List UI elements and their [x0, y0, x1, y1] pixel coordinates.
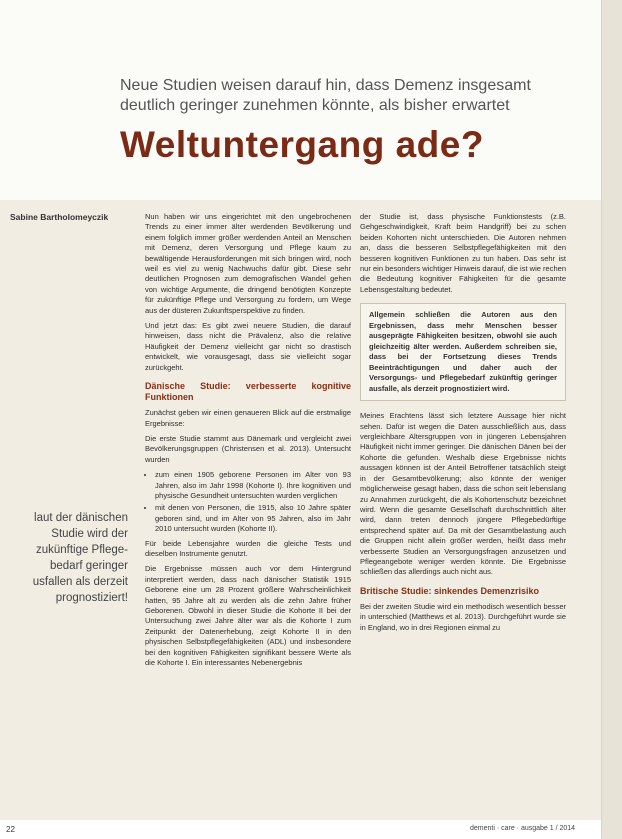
pull-quote-line: bedarf geringer [50, 560, 128, 572]
highlight-box: Allgemein schließen die Autoren aus den Ergebnissen, dass mehr Menschen besser ausgeprägte Fähigkeiten besitzen, obwohl sie auch gleichzeitig älter werden. Außerdem schreiben sie, dass bei der Fortsetzung dieses Trends Beeinträchtigungen und daher auch der Versorgungs- und Pflegebedarf zukünftig geringer ausfalle, als derzeit prognostiziert wird. [360, 303, 566, 401]
pull-quote-line: zukünftige Pflege- [35, 544, 128, 556]
pull-quote-line: Studie wird der [51, 528, 128, 540]
body-paragraph: Und jetzt das: Es gibt zwei neuere Studien, die darauf hinweisen, dass nicht die Prävalenz, also die relative Häufigkeit der Demenz vielleicht gar nicht so drastisch entwickelt, wie vorausgesagt, dass sie vielleicht sogar zurückgeht. [145, 321, 351, 372]
author-name: Sabine Bartholomeyczik [10, 212, 109, 222]
article-subtitle: Neue Studien weisen darauf hin, dass Demenz insgesamt deutlich geringer zunehmen könnte, als bisher erwartet [120, 77, 531, 114]
body-paragraph: Meines Erachtens lässt sich letztere Aussage hier nicht sehen. Dafür ist wegen die Daten ausschließlich aus, dass vergleichbare Altersgruppen von in jüngeren Lebensjahren Häufigkeit nicht immer geringer. Die dänischen Dänen bei der Kohorte die gefunden. Weshalb diese Ergebnisse nichts aussagen können ist der Anteil Betroffener tatsächlich steigt in der Gesamtbevölkerung; also könnte der weniger möglicherweise gesagt haben, dass die schon seit lebenslang zu Annahmen zurückgeht, die als Kohortenschutz bezeichnet wird. Wenn die gesamte Gesellschaft durchschnittlich älter wird, dann treten dennoch jüngere Pflegebedürftige entsprechend später auf. Da mit der Gesamtbelastung auch die Gruppen nicht allein größer werden, heißt dass mehr verbesserte Studien an Versorgungsfragen anzusetzen und Pflegeangebote weniger werden könnte. Die Ergebnisse schließen das allerdings auch nicht aus. [360, 411, 566, 577]
body-paragraph: Die erste Studie stammt aus Dänemark und vergleicht zwei Bevölkerungsgruppen (Christensen et al. 2013). Untersucht wurden [145, 433, 351, 464]
pull-quote-line: usfallen als derzeit [32, 576, 128, 588]
body-paragraph: Für beide Lebensjahre wurden die gleiche Tests und dieselben Instrumente genutzt. [145, 538, 351, 558]
pull-quote [0, 510, 128, 606]
list-item: • mit denen von Personen, die 1915, also 10 Jahre später geboren sind, und im Alter von 95 Jahren, also im Jahr 2010 untersucht wurden (Kohorte II). [155, 503, 351, 534]
section-heading-danish-study: Dänische Studie: verbesserte kognitive Funktionen [145, 381, 351, 403]
body-paragraph: der Studie ist, dass physische Funktionstests (z.B. Gehgeschwindigkeit, Kraft beim Handgriff) bei zu schen beiden Kohorten nicht unterschieden. Die Autoren nehmen an, dass die besseren Selbstpflegefähigkeiten mit den besseren kognitiven Funktionen zu tun haben. Das sehr ist nur ein besonders wichtiger Hinweis darauf, die ist wie rechen die Bedeutung kognitiver Fähigkeiten für die gesamte Lebensgestaltung bedeutet. [360, 212, 566, 294]
body-paragraph: Die Ergebnisse müssen auch vor dem Hintergrund interpretiert werden, dass nach dänischer Statistik 1915 Geborene eine um 28 Prozent größere Wahrscheinlichkeit hatten, 95 Jahre alt zu werden als die zehn Jahre früher Geborenen. Obwohl in dieser Studie die Kohorte II bei der Untersuchung zwei Jahre älter war als die Kohorte I zum Zeitpunkt der Datenerhebung, zeigt Kohorte II in den physischen Selbstpflegefähigkeiten (ADL) und insbesondere bei den kognitiven Fähigkeiten signifikant bessere Werte als die Kohorte I. Ein interessantes Nebenergebnis [145, 564, 351, 668]
page-edge-strip [601, 0, 622, 839]
intro-paragraph: Nun haben wir uns eingerichtet mit den ungebrochenen Trends zu einer immer älter werdenden Bevölkerung und einem folglich immer größer werdenden Anteil an Menschen mit Demenz, deren Versorgung und Pflege kaum zu bewältigende Herausforderungen mit sich bringen wird, noch weil es viel zu wenig Nachwuchs dafür gibt. Diese sehr deutlichen Prognosen zum demografischen Wandel gehen von wichtige Argumente, die dringend benötigten Konzepte für zukünftige Pflege und Versorgung zu fordern, um Wege aus der düsteren Zukunftsperspektive zu finden. [145, 212, 351, 315]
body-paragraph: Zunächst geben wir einen genaueren Blick auf die erstmalige Ergebnisse: [145, 408, 351, 428]
column-left [145, 212, 351, 812]
pull-quote-line: laut der dänischen [34, 512, 128, 524]
list-item: • zum einen 1905 geborene Personen im Alter von 93 Jahren, also im Jahr 1998 (Kohorte I). Ihre kognitiven und physische Gesundheit untersuchten wurden verglichen [155, 470, 351, 501]
column-right [360, 212, 566, 812]
article-title: Weltuntergang ade? [120, 124, 484, 165]
section-heading-british-study: Britische Studie: sinkendes Demenzrisiko [360, 585, 540, 596]
pull-quote-line: prognostiziert! [55, 592, 128, 604]
journal-footer: dementi · care · ausgabe 1 / 2014 [470, 825, 576, 832]
body-paragraph: Bei der zweiten Studie wird ein methodisch wesentlich besser in unterschied (Matthews et al. 2013). Durchgeführt wurde sie in England, wo in drei Regionen einmal zu [360, 601, 566, 632]
cohort-list [145, 470, 351, 534]
page-number: 22 [6, 825, 15, 834]
